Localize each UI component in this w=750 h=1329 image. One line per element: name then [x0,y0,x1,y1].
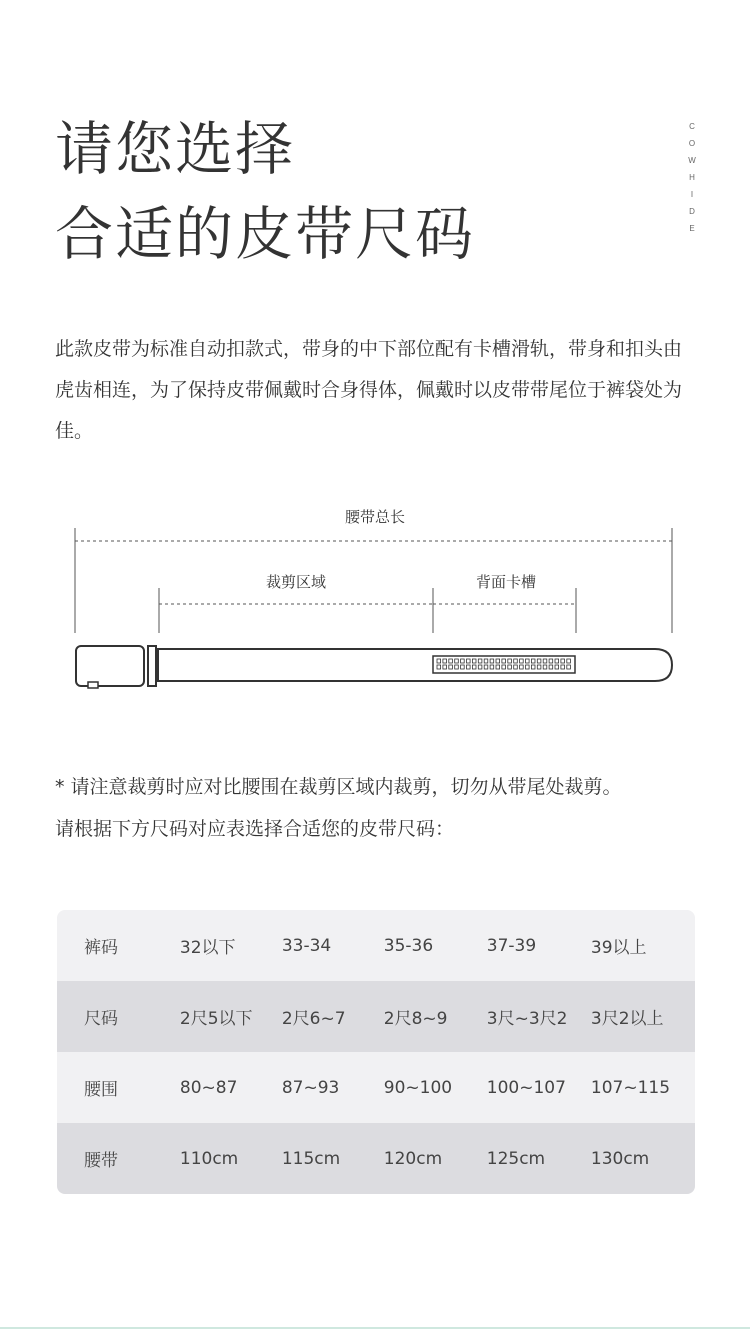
table-row [57,981,695,1052]
table-cell: 110cm [179,1148,239,1169]
belt-strap [158,649,672,681]
row-header: 腰围 [84,1080,118,1100]
buckle-bar [148,646,156,686]
buckle-body [76,646,144,686]
side-letter: D [689,207,695,216]
table-cell: 80~87 [179,1077,238,1098]
table-cell: 2尺5以下 [179,1009,253,1029]
table-cell: 2尺6~7 [281,1009,346,1029]
belt-illustration [76,646,672,688]
table-cell: 125cm [486,1148,546,1169]
title-line-1: 请您选择 [55,115,296,183]
table-cell: 3尺~3尺2 [486,1009,568,1029]
table-row [57,1052,695,1123]
row-header: 腰带 [84,1151,118,1171]
total-length-label: 腰带总长 [344,508,406,526]
buckle-clip [88,682,98,688]
row-header: 尺码 [84,1009,118,1029]
table-cell: 87~93 [281,1077,340,1098]
table-cell: 37-39 [486,935,537,956]
cowhide-vertical-text [686,118,698,237]
table-cell: 120cm [383,1148,443,1169]
table-cell: 2尺8~9 [383,1009,448,1029]
table-cell: 130cm [590,1148,650,1169]
table-cell: 32以下 [179,938,236,958]
table-cell: 107~115 [590,1077,671,1098]
side-letter: I [690,190,694,199]
side-letter: C [689,122,695,131]
table-cell: 33-34 [281,935,332,956]
table-cell: 39以上 [590,938,647,958]
table-cell: 115cm [281,1148,341,1169]
side-letter: W [688,156,696,165]
slot-rail [433,656,575,673]
belt-diagram [0,495,750,705]
row-header: 裤码 [84,938,118,958]
cut-warning-note: * 请注意裁剪时应对比腰围在裁剪区域内裁剪，切勿从带尾处裁剪。 [55,776,622,798]
title-line-2: 合适的皮带尺码 [55,200,476,268]
size-chart-table [57,910,695,1194]
table-cell: 90~100 [383,1077,453,1098]
table-row [57,910,695,981]
size-instruction-note: 请根据下方尺码对应表选择合适您的皮带尺码： [55,818,455,840]
side-letter: E [689,224,695,233]
side-letter: H [689,173,695,182]
table-row [57,1123,695,1194]
table-cell: 100~107 [486,1077,566,1098]
table-cell: 3尺2以上 [590,1009,664,1029]
table-cell: 35-36 [383,935,434,956]
intro-paragraph: 此款皮带为标准自动扣款式，带身的中下部位配有卡槽滑轨，带身和扣头由虎齿相连，为了保持皮带佩戴时合身得体，佩戴时以皮带带尾位于裤袋处为佳。 [55,338,683,442]
back-slot-label: 背面卡槽 [475,573,537,591]
side-letter: O [688,139,696,148]
cut-zone-label: 裁剪区域 [265,573,327,591]
